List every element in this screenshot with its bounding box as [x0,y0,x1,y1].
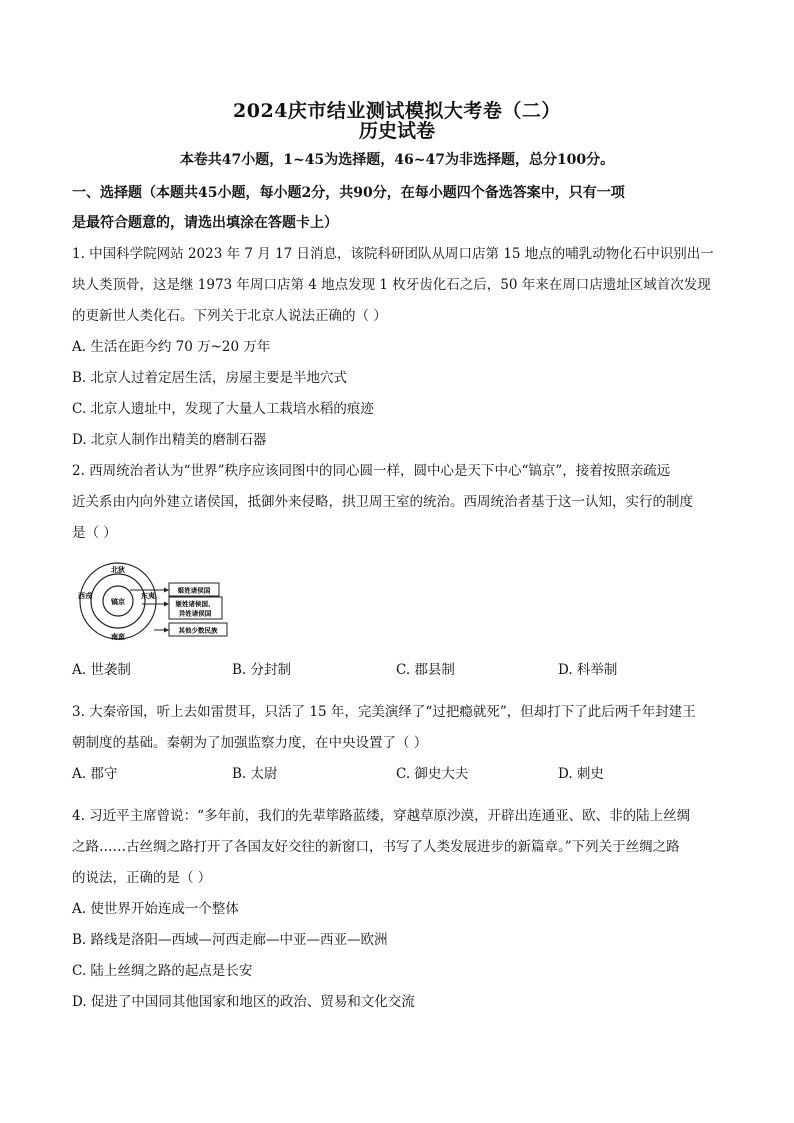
q4-option-a: A. 使世界开始连成一个整体 [72,901,239,917]
diagram-south: 南蛮 [111,632,125,641]
q3-option-c: C. 御史大夫 [396,766,469,782]
q2-option-a: A. 世袭制 [72,662,131,678]
diagram-box3: 其他少数民族 [178,626,218,635]
q1-option-c: C. 北京人遗址中，发现了大量人工栽培水稻的痕迹 [72,401,374,417]
diagram-north: 北狄 [111,565,125,574]
exam-info: 本卷共47小题，1~45为选择题，46~47为非选择题，总分100分。 [179,152,615,168]
q2-stem-line3: 是（ ） [72,525,117,541]
section-heading-line1: 一、选择题（本题共45小题，每小题2分，共90分，在每小题四个备选答案中，只有一项 [72,185,625,201]
q4-stem-line3: 的说法，正确的是（ ） [72,870,212,886]
q2-stem-line1: 2. 西周统治者认为“世界”秩序应该同图中的同心圆一样，圆中心是天下中心“镐京”，接着按照亲疏远 [72,463,671,479]
q1-option-d: D. 北京人制作出精美的磨制石器 [72,432,267,448]
diagram-center: 镐京 [111,597,125,606]
diagram-west-label: 西戎 [78,591,92,600]
page-title: 2024庆市结业测试模拟大考卷（二） [233,100,561,122]
q4-stem-line1: 4. 习近平主席曾说：“多年前，我们的先辈筚路蓝缕，穿越草原沙漠，开辟出连通亚、欧、非的陆上丝绸 [72,808,691,824]
q1-option-a: A. 生活在距今约 70 万~20 万年 [72,339,271,355]
page-subtitle: 历史试卷 [358,120,435,142]
diagram-box1: 姬姓诸侯国 [177,586,211,595]
diagram-east: 东夷 [141,591,155,600]
q1-stem-line2: 块人类顶骨，这是继 1973 年周口店第 4 地点发现 1 枚牙齿化石之后，50 年来在周口店遗址区域首次发现 [72,277,711,293]
q2-option-b: B. 分封制 [232,662,292,678]
q1-stem-line3: 的更新世人类化石。下列关于北京人说法正确的（ ） [72,308,387,324]
diagram-west [78,591,92,600]
concentric-circle-diagram [74,560,230,642]
q4-option-c: C. 陆上丝绸之路的起点是长安 [72,963,253,979]
q4-option-b: B. 路线是洛阳—西域—河西走廊—中亚—西亚—欧洲 [72,932,388,948]
q4-option-d: D. 促进了中国同其他国家和地区的政治、贸易和文化交流 [72,994,415,1010]
q2-option-c: C. 郡县制 [396,662,455,678]
q3-stem-line1: 3. 大秦帝国，听上去如雷贯耳，只活了 15 年，完美演绎了“过把瘾就死”，但却打下了此后两千年封建王 [72,704,696,720]
diagram-box2-line2: 异姓诸侯国 [178,609,212,618]
q3-option-b: B. 太尉 [232,766,278,782]
section-heading-line2: 是最符合题意的，请选出填涂在答题卡上） [72,215,338,231]
diagram-box2-line1: 姬姓诸侯国、 [175,600,215,608]
q1-stem-line1: 1. 中国科学院网站 2023 年 7 月 17 日消息，该院科研团队从周口店第 15 地点的哺乳动物化石中识别出一 [72,246,714,262]
q3-option-a: A. 郡守 [72,766,118,782]
section-heading [72,178,732,238]
q4-stem-line2: 之路……古丝绸之路打开了各国友好交往的新窗口，书写了人类发展进步的新篇章。”下列关于丝绸之路 [72,839,680,855]
q2-stem-line2: 近关系由内向外建立诸侯国，抵御外来侵略，拱卫周王室的统治。西周统治者基于这一认知，实行的制度 [72,494,693,510]
q3-option-d: D. 刺史 [558,766,604,782]
q3-stem-line2: 朝制度的基础。秦朝为了加强监察力度，在中央设置了（ ） [72,735,428,751]
q1-option-b: B. 北京人过着定居生活，房屋主要是半地穴式 [72,370,348,386]
q2-option-d: D. 科举制 [558,662,618,678]
